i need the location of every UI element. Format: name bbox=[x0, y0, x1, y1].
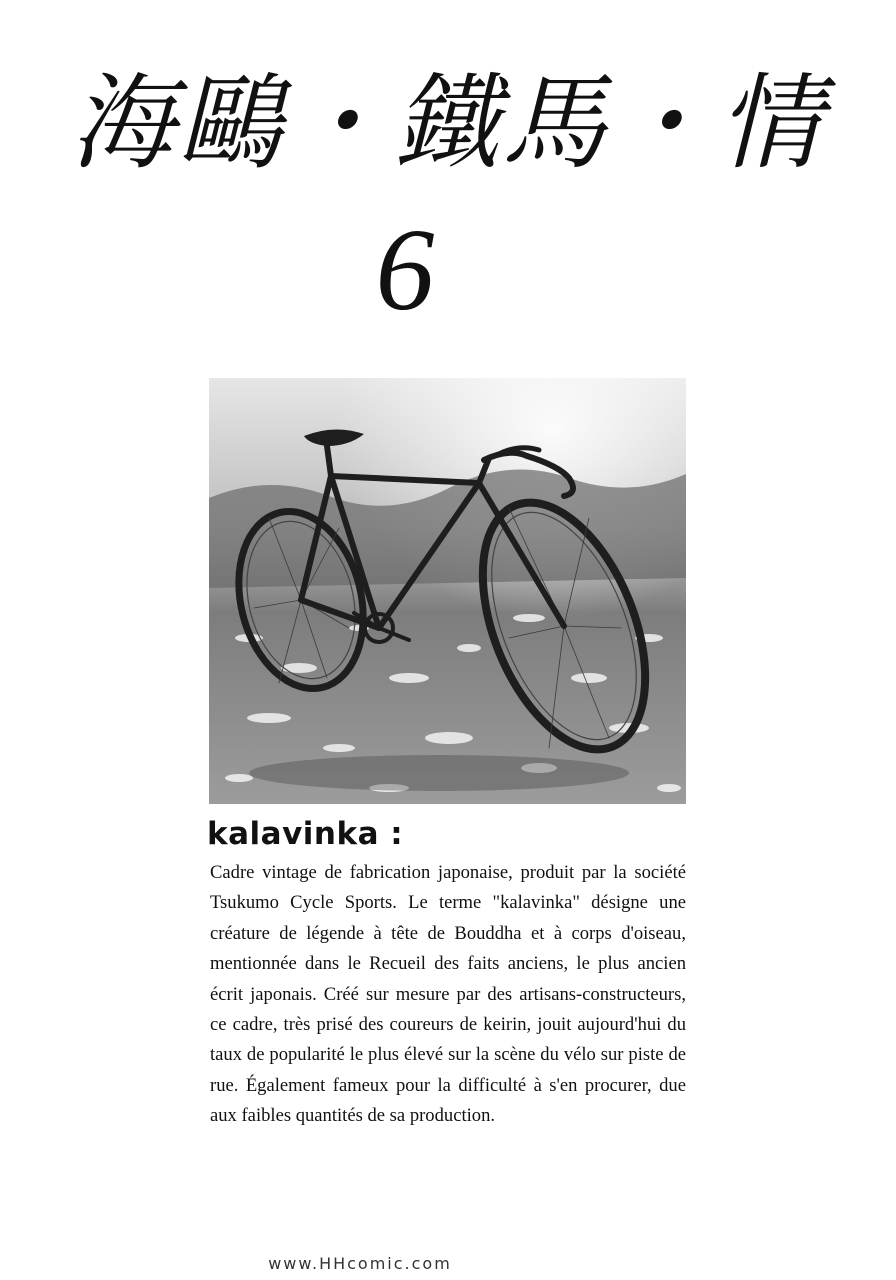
term-description: Cadre vintage de fabrication japonaise, produit par la société Tsukumo Cycle Sports. Le terme "kalavinka" désigne une créature de légende à tête de Bouddha et à corps d'oiseau, mentionnée dans le Recueil des faits anciens, le plus ancien écrit japonais. Créé sur mesure par des artisans-constructeurs, ce cadre, très prisé des coureurs de keirin, jouit aujourd'hui du taux de popularité le plus élevé sur la scène du vélo sur piste de rue. Également fameux pour la difficulté à s'en procurer, due aux faibles quantités de sa production. bbox=[210, 862, 686, 1127]
volume-number: 6 bbox=[375, 204, 435, 335]
term-heading: kalavinka : bbox=[207, 816, 404, 852]
footer-url: www.HHcomic.com bbox=[268, 1254, 452, 1273]
bicycle-photo bbox=[209, 378, 686, 804]
book-title: 海鷗・鐵馬・情 bbox=[69, 62, 826, 184]
